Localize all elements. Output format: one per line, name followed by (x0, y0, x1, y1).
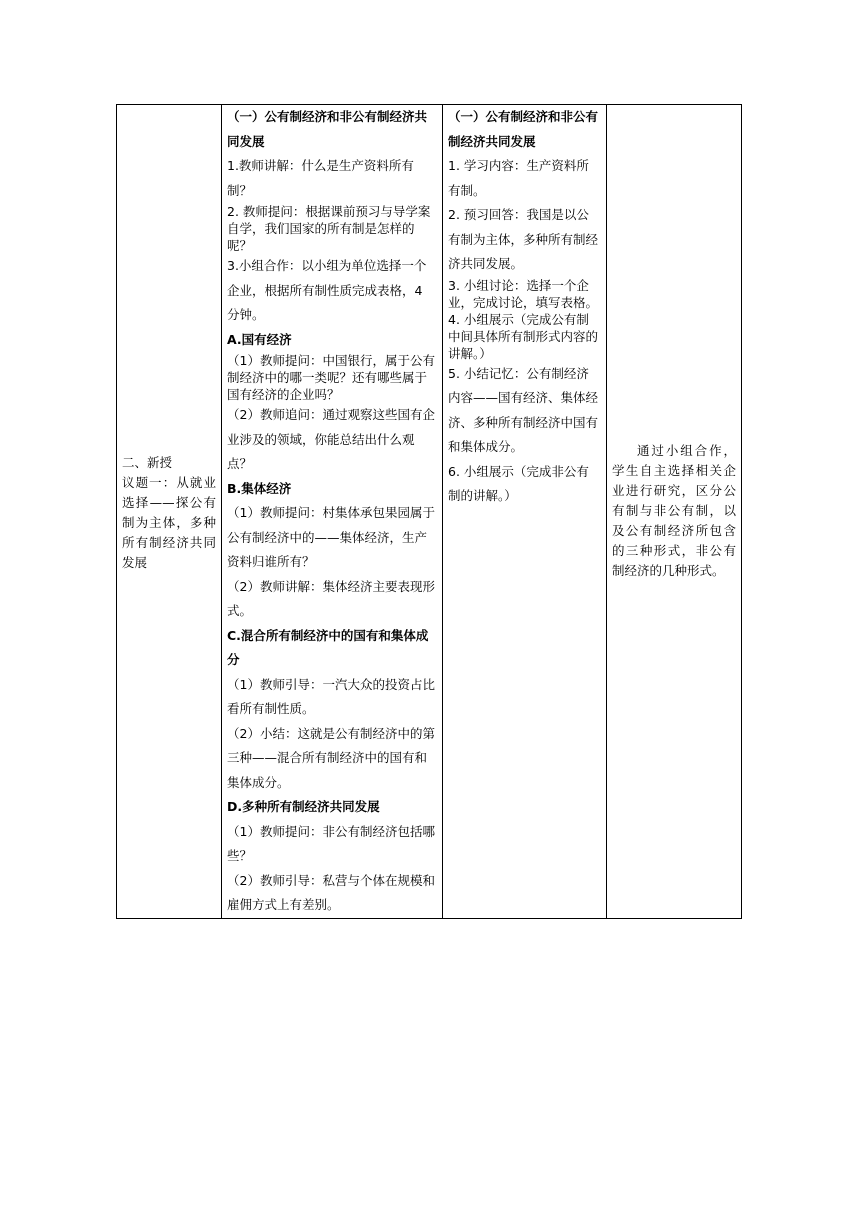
student-item: 5. 小结记忆：公有制经济内容——国有经济、集体经济、多种所有制经济中国有和集体成分。 (448, 365, 599, 454)
section-cell (117, 105, 222, 919)
teacher-item: 2. 教师提问：根据课前预习与导学案自学，我们国家的所有制是怎样的呢？ (227, 204, 431, 253)
teacher-item: （2）小结：这就是公有制经济中的第三种——混合所有制经济中的国有和集体成分。 (227, 725, 435, 790)
teacher-heading: （一）公有制经济和非公有制经济共同发展 (227, 109, 428, 149)
teacher-item: 3.小组合作：以小组为单位选择一个企业，根据所有制性质完成表格，4 分钟。 (227, 258, 427, 322)
design-intent-cell (607, 105, 742, 919)
teacher-item: （2）教师讲解：集体经济主要表现形式。 (227, 578, 435, 618)
teacher-activity-cell (222, 105, 443, 919)
student-item: 6. 小组展示（完成非公有制的讲解。） (448, 463, 589, 503)
teacher-item: （1）教师引导：一汽大众的投资占比看所有制性质。 (227, 676, 435, 716)
teacher-item: （2）教师追问：通过观察这些国有企业涉及的领域，你能总结出什么观点？ (227, 407, 435, 471)
subsection-d-title: D.多种所有制经济共同发展 (227, 799, 380, 814)
subsection-a-title: A.国有经济 (227, 331, 292, 347)
section-title: 二、新授 (122, 455, 173, 471)
teacher-item: （2）教师引导：私营与个体在规模和雇佣方式上有差别。 (227, 872, 435, 912)
student-heading: （一）公有制经济和非公有制经济共同发展 (448, 109, 599, 149)
student-item: 1. 学习内容：生产资料所有制。 (448, 158, 589, 198)
subsection-c-title: C.混合所有制经济中的国有和集体成分 (227, 627, 429, 667)
teacher-item: （1）教师提问：中国银行，属于公有制经济中的哪一类呢？还有哪些属于国有经济的企业吗？ (227, 353, 435, 402)
design-intent-text: 通过小组合作，学生自主选择相关企业进行研究，区分公有制与非公有制，以及公有制经济所包含的三种形式，非公有制经济的几种形式。 (612, 443, 736, 579)
student-item: 4. 小组展示（完成公有制中间具体所有制形式内容的讲解。） (448, 311, 599, 361)
student-item: 2. 预习回答：我国是以公有制为主体，多种所有制经济共同发展。 (448, 207, 599, 271)
student-activity-cell (443, 105, 607, 919)
table-row (117, 105, 742, 919)
section-topic: 议题一：从就业选择——探公有制为主体，多种所有制经济共同发展 (122, 475, 216, 571)
subsection-b-title: B.集体经济 (227, 480, 292, 496)
teacher-item: （1）教师提问：非公有制经济包括哪些？ (227, 823, 435, 863)
lesson-plan-table (116, 104, 742, 919)
teacher-item: 1.教师讲解：什么是生产资料所有制？ (227, 158, 414, 198)
teacher-item: （1）教师提问：村集体承包果园属于公有制经济中的——集体经济，生产资料归谁所有？ (227, 505, 435, 569)
student-item: 3. 小组讨论：选择一个企业，完成讨论，填写表格。 (448, 277, 599, 310)
